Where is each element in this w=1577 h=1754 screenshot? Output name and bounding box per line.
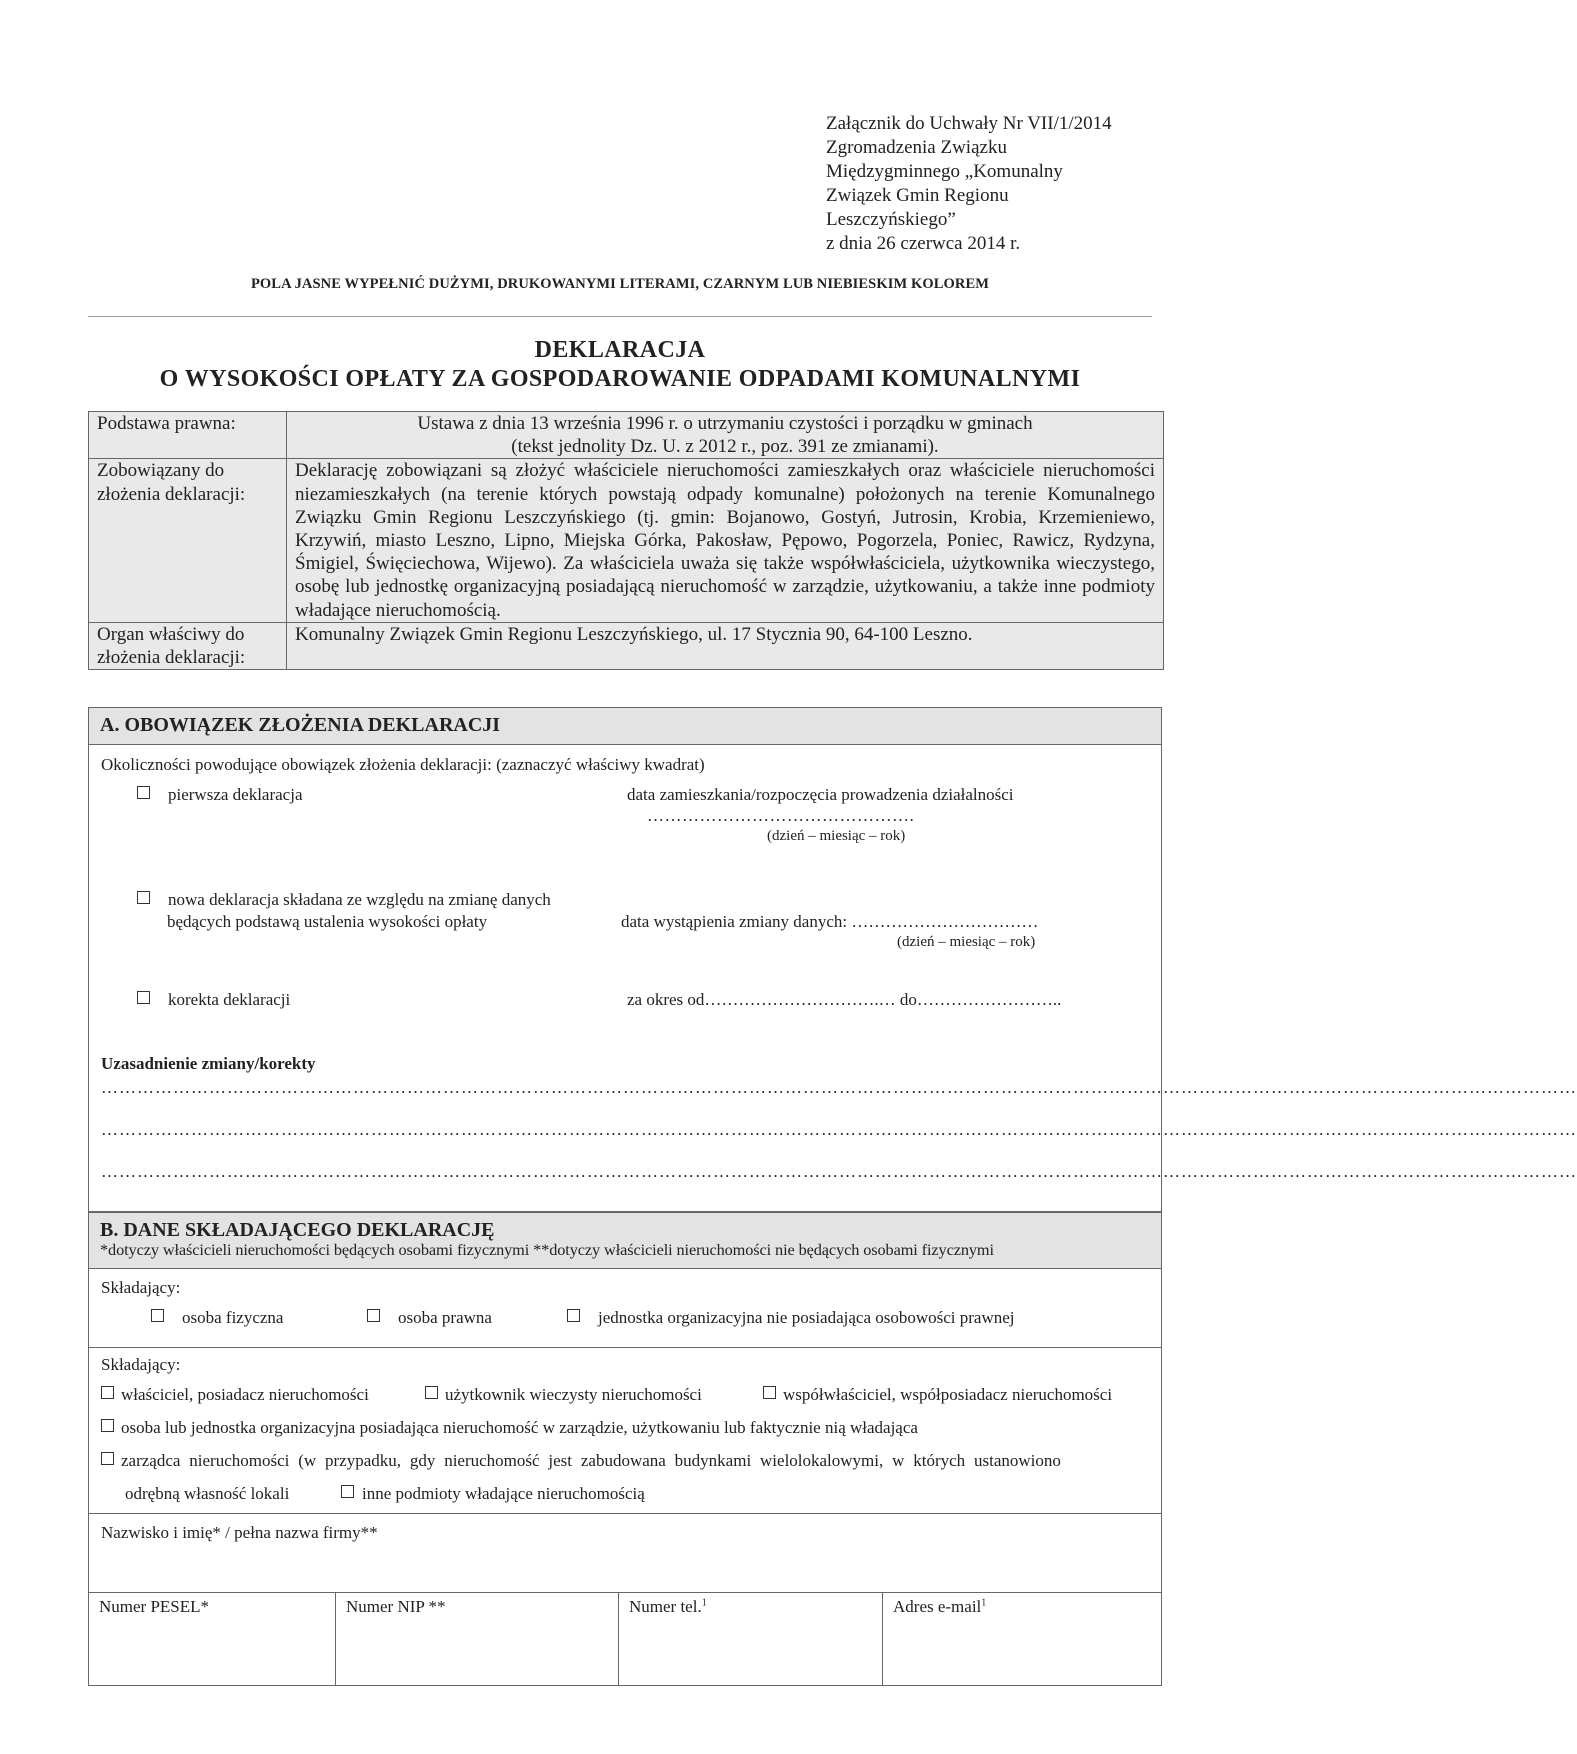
correction-period-field[interactable]: za okres od………………………….… do……………………..	[627, 990, 1062, 1009]
circumstances-prompt: Okoliczności powodujące obowiązek złożenia deklaracji: (zaznaczyć właściwy kwadrat)	[101, 755, 705, 774]
option-other-entities-label: inne podmioty władające nieruchomością	[362, 1484, 645, 1503]
checkbox-owner[interactable]	[101, 1386, 114, 1399]
option-administrator[interactable]	[101, 1451, 1151, 1471]
organ-label-line: Organ właściwy do	[97, 623, 245, 645]
organ-label-line: złożenia deklaracji:	[97, 647, 246, 669]
legal-basis-row	[89, 412, 1164, 459]
obliged-label-line: złożenia deklaracji:	[97, 483, 246, 505]
option-perpetual-user[interactable]	[425, 1385, 702, 1405]
submitter-role-box	[88, 1347, 1162, 1514]
fill-instruction: POLA JASNE WYPEŁNIĆ DUŻYMI, DRUKOWANYMI LITERAMI, CZARNYM LUB NIEBIESKIM KOLOREM	[250, 276, 990, 292]
annex-line: Załącznik do Uchwały Nr VII/1/2014	[826, 113, 1112, 134]
checkbox-managing-entity[interactable]	[101, 1419, 114, 1432]
legal-info-table	[88, 411, 1164, 670]
title-line-1: DEKLARACJA	[534, 337, 706, 363]
obliged-label-line: Zobowiązany do	[97, 460, 225, 482]
checkbox-new-declaration[interactable]	[137, 891, 150, 904]
nip-label: Numer NIP **	[346, 1597, 446, 1616]
option-legal-person[interactable]	[367, 1308, 492, 1328]
obliged-text: Deklarację zobowiązani są złożyć właściciele nieruchomości zamieszkałych oraz właściciele nieruchomości niezamieszkałych (na terenie których powstają odpady komunalne) położonych na terenie Komunalnego Związku Gmin Regionu Leszczyńskiego (tj. gmin: Bojanowo, Gostyń, Jutrosin, Krobia, Krzemieniewo, Krzywiń, miasto Leszno, Lipno, Miejska Górka, Pakosław, Pępowo, Pogorzela, Poniec, Rawicz, Rydzyna, Śmigiel, Święciechowa, Wijewo). Za właściciela uważa się także współwłaściciela, użytkownika wieczystego, osobę lub jednostkę organizacyjną posiadającą nieruchomość w zarządzie, użytkowaniu, a także inne podmioty władające nieruchomością.	[287, 459, 1164, 622]
nip-field[interactable]	[336, 1593, 619, 1686]
legal-basis-value	[287, 412, 1164, 459]
submitter-type-box	[88, 1268, 1162, 1348]
first-declaration-date-label: data zamieszkania/rozpoczęcia prowadzenia działalności	[627, 785, 1014, 804]
first-declaration-date-field[interactable]: ……………………………………….	[647, 806, 915, 825]
checkbox-other-entities[interactable]	[341, 1485, 354, 1498]
submitter-type-label: Składający:	[101, 1278, 181, 1297]
checkbox-co-owner[interactable]	[763, 1386, 776, 1399]
change-date-field[interactable]: data wystąpienia zmiany danych: ……………………………	[621, 912, 1039, 931]
checkbox-organizational-unit[interactable]	[567, 1309, 580, 1322]
option-new-declaration-label-line2: będących podstawą ustalenia wysokości opłaty	[167, 912, 488, 931]
annex-line: Leszczyńskiego”	[826, 209, 956, 230]
section-b-note: *dotyczy właścicieli nieruchomości będących osobami fizycznymi **dotyczy właścicieli nieruchomości nie będących osobami fizycznymi	[100, 1240, 994, 1259]
justification-line-3[interactable]: …………………………………………………………………………………………………………………………………………………………………………………………………………………………	[101, 1162, 1577, 1181]
section-a-title: A. OBOWIĄZEK ZŁOŻENIA DEKLARACJI	[100, 714, 501, 736]
phone-label: Numer tel.	[629, 1597, 702, 1616]
option-first-declaration-label: pierwsza deklaracja	[168, 785, 303, 804]
annex-line: z dnia 26 czerwca 2014 r.	[826, 233, 1021, 254]
footnote-mark: 1	[701, 1597, 707, 1609]
option-organizational-unit-label: jednostka organizacyjna nie posiadająca osobowości prawnej	[598, 1308, 1015, 1327]
option-legal-person-label: osoba prawna	[398, 1308, 492, 1327]
footnote-mark: 1	[981, 1597, 987, 1609]
section-a-header	[88, 707, 1162, 745]
option-administrator-label-line2: odrębną własność lokali	[125, 1484, 290, 1503]
date-format-hint: (dzień – miesiąc – rok)	[897, 934, 1036, 950]
document-title	[0, 336, 1240, 394]
option-natural-person[interactable]	[151, 1308, 283, 1328]
option-first-declaration[interactable]	[137, 785, 303, 805]
option-new-declaration-label: nowa deklaracja składana ze względu na zmianę danych	[168, 890, 551, 909]
checkbox-perpetual-user[interactable]	[425, 1386, 438, 1399]
option-managing-entity[interactable]	[101, 1418, 918, 1438]
pesel-field[interactable]	[89, 1593, 336, 1686]
checkbox-legal-person[interactable]	[367, 1309, 380, 1322]
submitter-role-label: Składający:	[101, 1355, 181, 1374]
option-organizational-unit[interactable]	[567, 1308, 1015, 1328]
option-owner-label: właściciel, posiadacz nieruchomości	[121, 1385, 369, 1404]
obliged-row	[89, 459, 1164, 622]
option-perpetual-user-label: użytkownik wieczysty nieruchomości	[445, 1385, 702, 1404]
organ-text: Komunalny Związek Gmin Regionu Leszczyńskiego, ul. 17 Stycznia 90, 64-100 Leszno.	[287, 622, 1164, 669]
checkbox-administrator[interactable]	[101, 1452, 114, 1465]
option-co-owner[interactable]	[763, 1385, 1112, 1405]
annex-line: Międzygminnego „Komunalny	[826, 161, 1063, 182]
obliged-label	[89, 459, 287, 622]
option-managing-entity-label: osoba lub jednostka organizacyjna posiadająca nieruchomość w zarządzie, użytkowaniu lub faktycznie nią władająca	[121, 1418, 918, 1437]
date-format-hint: (dzień – miesiąc – rok)	[767, 828, 906, 844]
email-field[interactable]	[883, 1593, 1162, 1686]
organ-row	[89, 622, 1164, 669]
option-correction-label: korekta deklaracji	[168, 990, 291, 1009]
name-field-label: Nazwisko i imię* / pełna nazwa firmy**	[101, 1523, 378, 1542]
divider	[88, 316, 1152, 317]
annex-line: Zgromadzenia Związku	[826, 137, 1007, 158]
option-co-owner-label: współwłaściciel, współposiadacz nieruchomości	[783, 1385, 1113, 1404]
legal-basis-line: (tekst jednolity Dz. U. z 2012 r., poz. 391 ze zmianami).	[511, 436, 939, 458]
id-contact-table	[88, 1592, 1162, 1686]
option-natural-person-label: osoba fizyczna	[182, 1308, 284, 1327]
email-label: Adres e-mail	[893, 1597, 982, 1616]
checkbox-correction[interactable]	[137, 991, 150, 1004]
justification-line-1[interactable]: …………………………………………………………………………………………………………………………………………………………………………………………………………………………	[101, 1078, 1577, 1097]
name-field-box[interactable]	[88, 1513, 1162, 1593]
option-other-entities[interactable]	[341, 1484, 645, 1504]
checkbox-natural-person[interactable]	[151, 1309, 164, 1322]
organ-label	[89, 622, 287, 669]
pesel-label: Numer PESEL*	[99, 1597, 210, 1616]
annex-line: Związek Gmin Regionu	[826, 185, 1009, 206]
title-line-2: O WYSOKOŚCI OPŁATY ZA GOSPODAROWANIE ODPADAMI KOMUNALNYMI	[159, 366, 1081, 392]
option-owner[interactable]	[101, 1385, 369, 1405]
section-b-header	[88, 1212, 1162, 1269]
option-correction[interactable]	[137, 990, 290, 1010]
legal-basis-label-text: Podstawa prawna:	[97, 413, 236, 434]
section-b-title: B. DANE SKŁADAJĄCEGO DEKLARACJĘ	[100, 1219, 495, 1241]
option-new-declaration[interactable]	[137, 890, 551, 910]
legal-basis-line: Ustawa z dnia 13 września 1996 r. o utrzymaniu czystości i porządku w gminach	[417, 413, 1033, 434]
justification-label: Uzasadnienie zmiany/korekty	[101, 1054, 316, 1073]
section-a-body	[88, 744, 1577, 1212]
legal-basis-label	[89, 412, 287, 459]
annex-reference	[826, 112, 1112, 256]
justification-line-2[interactable]: …………………………………………………………………………………………………………………………………………………………………………………………………………………………	[101, 1120, 1577, 1139]
option-administrator-label: zarządca nieruchomości (w przypadku, gdy nieruchomość jest zabudowana budynkami wielolokalowymi, w których ustanowiono	[121, 1451, 1061, 1470]
checkbox-first-declaration[interactable]	[137, 786, 150, 799]
phone-field[interactable]	[619, 1593, 883, 1686]
